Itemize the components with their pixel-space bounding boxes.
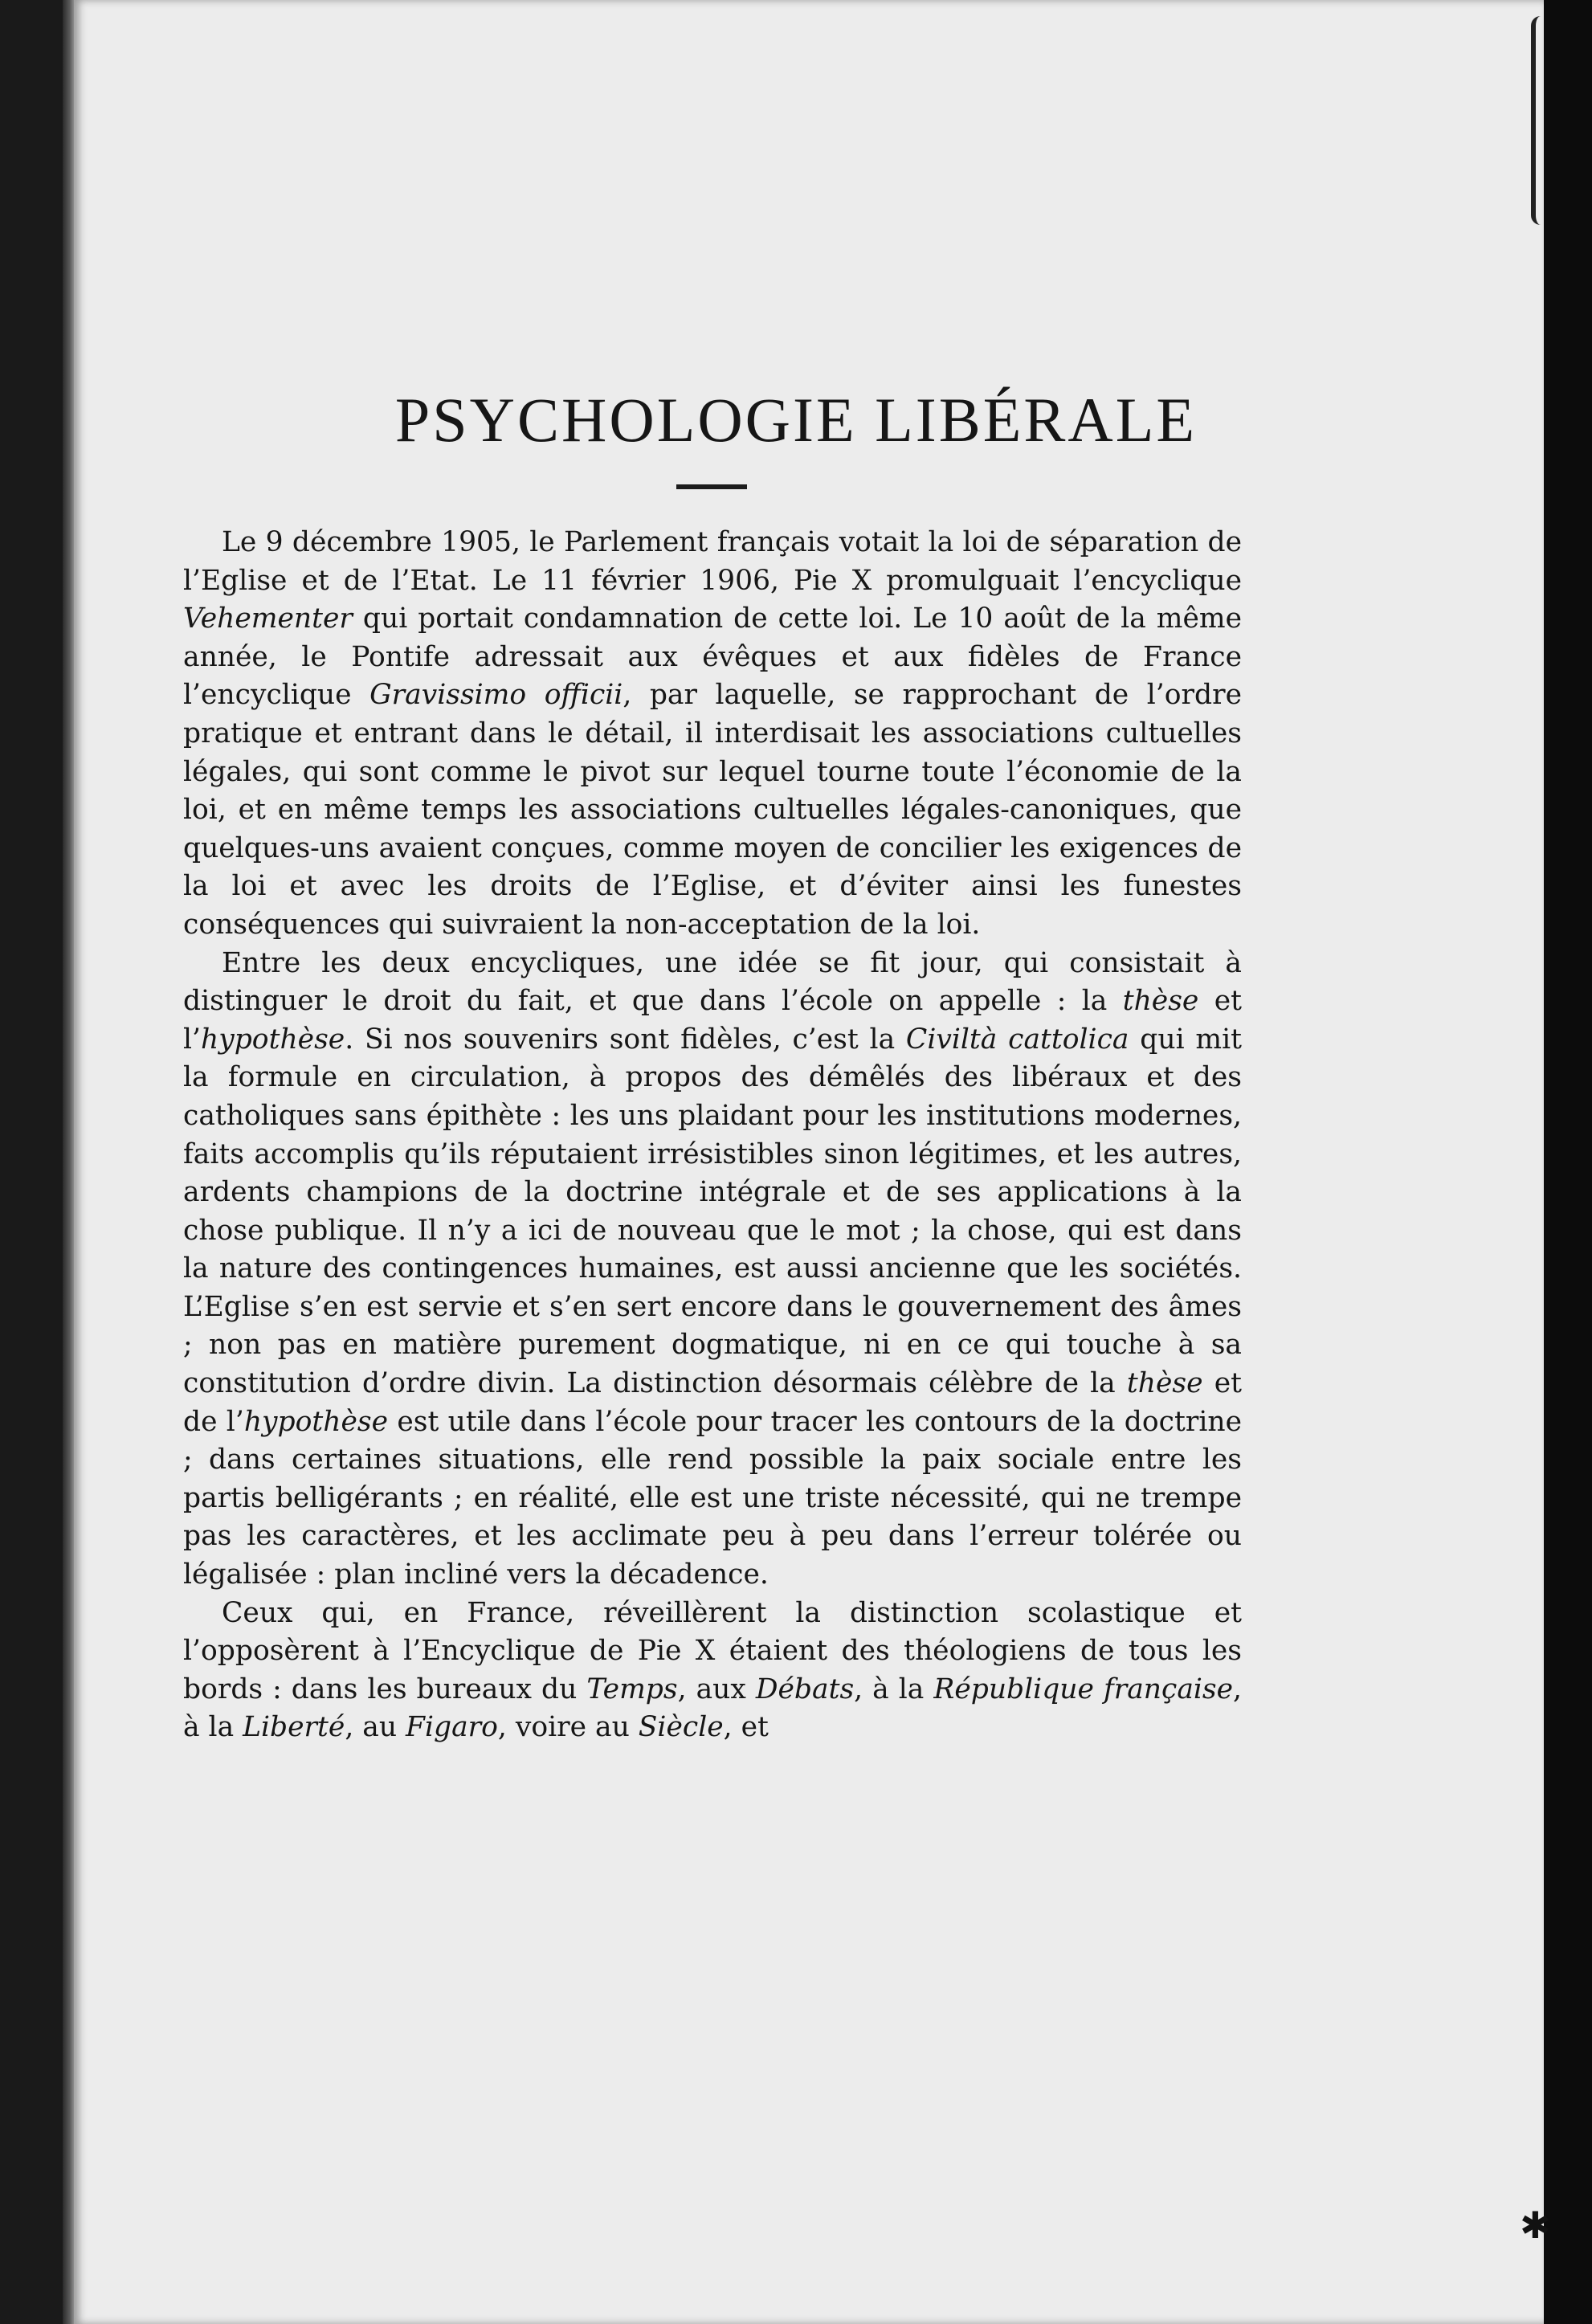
text-run: , à la [183, 1673, 1243, 1744]
italic-term: Siècle [638, 1711, 724, 1744]
italic-term: Liberté [243, 1711, 345, 1744]
body-text [183, 524, 1242, 1747]
paragraph [183, 524, 1242, 945]
scan-border [1544, 0, 1592, 2324]
text-run: Le 9 décembre 1905, le Parlement français votait la loi de séparation de l’Eglise et de l’Etat. Le 11 février 1906, Pie X promulguait l’encyclique [183, 526, 1242, 597]
title-rule [676, 484, 747, 489]
text-run: , aux [677, 1673, 756, 1705]
text-run: et de l’ [183, 1367, 1242, 1438]
text-run: . Si nos souvenirs sont fidèles, c’est la [345, 1023, 906, 1056]
text-run: qui mit la formule en circulation, à propos des démêlés des libéraux et des catholiques sans épithète : les uns plaidant pour les institutions modernes, faits accomplis qu’ils réputaient irrésistibles sinon légitimes, et les autres, ardents champions de la doctrine intégrale et de ses applications à la chose publique. Il n’y a ici de nouveau que le mot ; la chose, qui est dans la nature des contingences humaines, est aussi ancienne que les sociétés. L’Eglise s’en est servie et s’en sert encore dans le gouvernement des âmes ; non pas en matière purement dogmatique, ni en ce qui touche à sa constitution d’ordre divin. La distinction désormais célèbre de la [183, 1023, 1242, 1400]
text-run: , voire au [497, 1711, 639, 1744]
italic-term: thèse [1122, 985, 1199, 1018]
italic-term: hypothèse [201, 1023, 345, 1056]
text-run: Entre les deux encycliques, une idée se fit jour, qui consistait à distinguer le droit du fait, et que dans l’école on appelle : la [183, 946, 1242, 1018]
italic-term: thèse [1126, 1367, 1203, 1400]
text-run: est utile dans l’école pour tracer les contours de la doctrine ; dans certaines situations, elle rend possible la paix sociale entre les partis belligérants ; en réalité, elle est une triste nécessité, qui ne trempe pas les caractères, et les acclimate peu à peu dans l’erreur tolérée ou légalisée : plan incliné vers la décadence. [183, 1405, 1242, 1591]
italic-term: Figaro [406, 1711, 498, 1744]
italic-term: République française [933, 1673, 1234, 1705]
text-run: , à la [854, 1673, 934, 1705]
text-run: , par laquelle, se rapprochant de l’ordre pratique et entrant dans le détail, il interdisait les associations cultuelles légales, qui sont comme le pivot sur lequel tourne toute l’économie de la loi, et en même temps les associations cultuelles légales-canoniques, que quelques-uns avaient conçues, comme moyen de concilier les exigences de la loi et avec les droits de l’Eglise, et d’éviter ainsi les funestes conséquences qui suivraient la non-acceptation de la loi. [183, 679, 1242, 941]
italic-term: Vehementer [183, 602, 353, 635]
chapter-title: PSYCHOLOGIE LIBÉRALE [394, 385, 1198, 455]
page-curl-mark [1531, 16, 1553, 225]
text-run: qui portait condamnation de cette loi. Le 10 août de la même année, le Pontife adressait aux évêques et aux fidèles de France l’encyclique [183, 602, 1242, 712]
italic-term: Gravissimo officii [369, 679, 623, 712]
text-run: et l’ [183, 985, 1242, 1056]
italic-term: hypothèse [243, 1405, 389, 1438]
paragraph [183, 1595, 1242, 1747]
paragraph [183, 945, 1242, 1595]
italic-term: Débats [755, 1673, 855, 1705]
scan-artifact: ✱ [1520, 2204, 1551, 2247]
italic-term: Temps [586, 1673, 678, 1705]
italic-term: Civiltà cattolica [905, 1023, 1129, 1056]
text-run: , au [345, 1711, 406, 1744]
text-run: , et [723, 1711, 769, 1744]
text-run: Ceux qui, en France, réveillèrent la distinction scolastique et l’opposèrent à l’Encyclique de Pie X étaient des théologiens de tous les bords : dans les bureaux du [183, 1596, 1242, 1705]
